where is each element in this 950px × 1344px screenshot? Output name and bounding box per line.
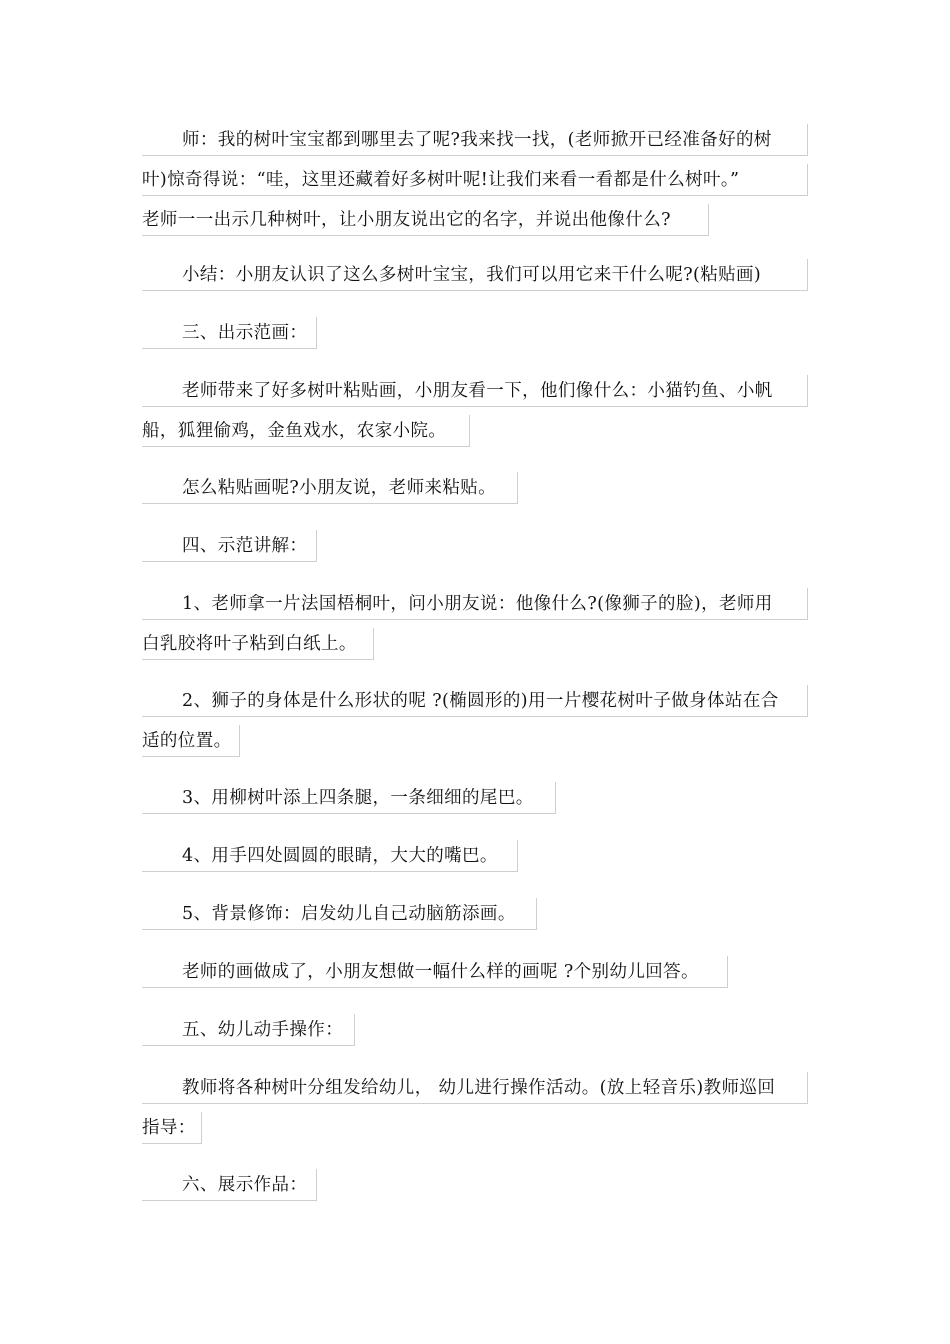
text-line: 六、展示作品：	[142, 1169, 317, 1201]
text-line: 适的位置。	[142, 725, 240, 757]
text-line: 三、出示范画：	[142, 317, 317, 349]
paragraph-summary	[142, 259, 808, 299]
paragraph-operation	[142, 1072, 808, 1152]
text-line: 4、用手四处圆圆的眼睛，大大的嘴巴。	[142, 840, 518, 872]
paragraph-step-1	[142, 588, 808, 668]
section-heading-5	[142, 1014, 808, 1054]
text-line: 教师将各种树叶分组发给幼儿， 幼儿进行操作活动。(放上轻音乐)教师巡回	[142, 1072, 808, 1104]
text-line: 老师的画做成了，小朋友想做一幅什么样的画呢 ?个别幼儿回答。	[142, 956, 728, 988]
text-line: 小结：小朋友认识了这么多树叶宝宝，我们可以用它来干什么呢?(粘贴画)	[142, 259, 808, 291]
text-line: 老师带来了好多树叶粘贴画，小朋友看一下，他们像什么：小猫钓鱼、小帆	[142, 375, 808, 407]
text-line: 1、老师拿一片法国梧桐叶，问小朋友说：他像什么?(像狮子的脸)，老师用	[142, 588, 808, 620]
text-line: 3、用柳树叶添上四条腿，一条细细的尾巴。	[142, 782, 556, 814]
paragraph-teacher-done	[142, 956, 808, 996]
paragraph-how-to-paste	[142, 472, 808, 512]
text-line: 指导：	[142, 1112, 202, 1144]
text-line: 5、背景修饰：启发幼儿自己动脑筋添画。	[142, 898, 537, 930]
text-line: 五、幼儿动手操作：	[142, 1014, 355, 1046]
text-line: 船，狐狸偷鸡，金鱼戏水，农家小院。	[142, 415, 470, 447]
text-line: 老师一一出示几种树叶，让小朋友说出它的名字，并说出他像什么?	[142, 204, 709, 236]
text-line: 怎么粘贴画呢?小朋友说，老师来粘贴。	[142, 472, 518, 504]
paragraph-step-2	[142, 685, 808, 765]
section-heading-6	[142, 1169, 808, 1209]
text-line: 叶)惊奇得说：“哇，这里还藏着好多树叶呢!让我们来看一看都是什么树叶。”	[142, 164, 808, 196]
text-line: 白乳胶将叶子粘到白纸上。	[142, 628, 374, 660]
paragraph-step-3	[142, 782, 808, 822]
paragraph-step-4	[142, 840, 808, 880]
paragraph-step-5	[142, 898, 808, 938]
paragraph-teacher-finds-leaves	[142, 124, 808, 244]
text-line: 四、示范讲解：	[142, 530, 317, 562]
text-line: 2、狮子的身体是什么形状的呢 ?(椭圆形的)用一片樱花树叶子做身体站在合	[142, 685, 808, 717]
section-heading-4	[142, 530, 808, 570]
section-heading-3	[142, 317, 808, 357]
paragraph-examples	[142, 375, 808, 455]
text-line: 师：我的树叶宝宝都到哪里去了呢?我来找一找，(老师掀开已经准备好的树	[142, 124, 808, 156]
